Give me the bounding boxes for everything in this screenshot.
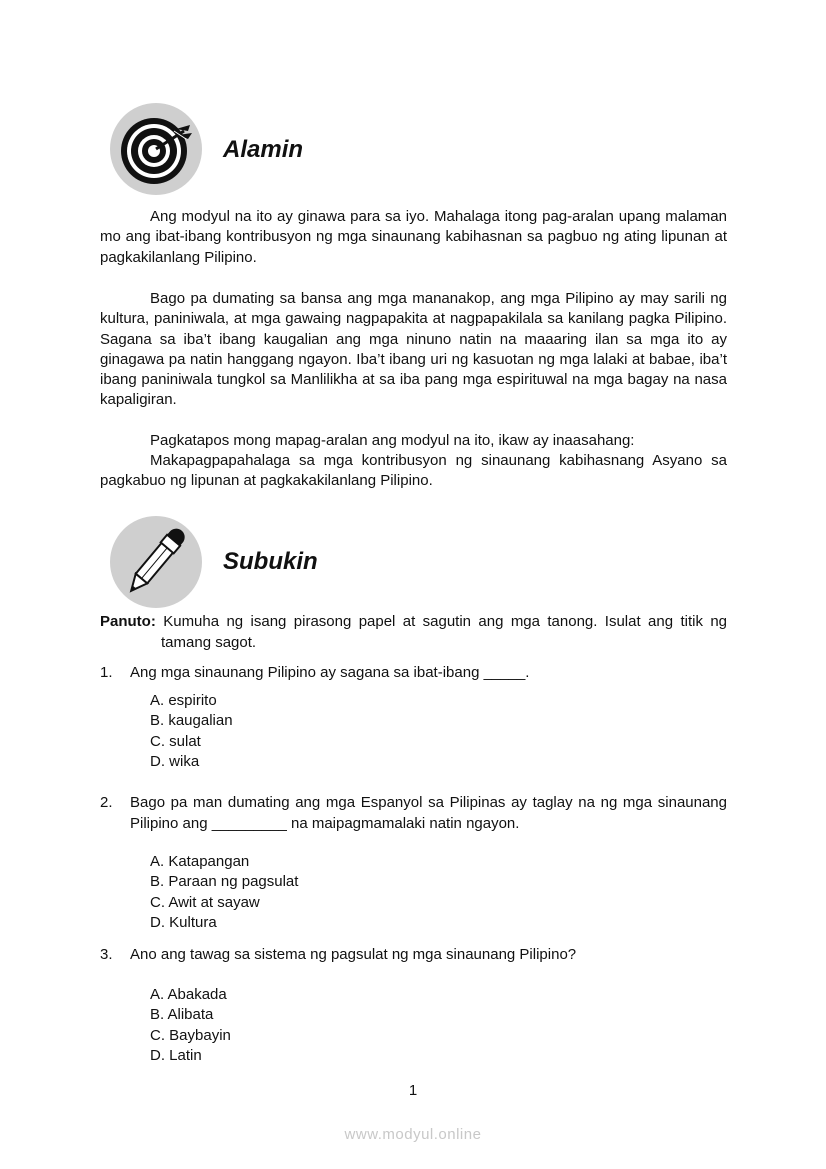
question-2-choices (150, 852, 298, 933)
choice-c: C. Baybayin (150, 1026, 231, 1044)
section-title-subukin: Subukin (223, 548, 318, 575)
alamin-header (110, 103, 510, 197)
alamin-paragraph-2: Bago pa dumating sa bansa ang mga mananakop, ang mga Pilipino ay may sarili ng kultura, paniniwala, at mga gawaing nagpapakita at nagpapakilala sa kanilang pagka Pilipino. Sagana sa iba’t ibang kaugalian ang mga ninuno natin na maaaring ilan sa mga ito ay ginagawa pa natin hanggang ngayon. Iba’t ibang uri ng kasuotan ng mga lalaki at babae, iba’t ibang paniniwala tungkol sa Manlilikha at sa iba pang mga espirituwal na mga bagay na nasa kapaligiran. (100, 290, 727, 409)
question-3-choices (150, 985, 231, 1066)
instructions (100, 611, 727, 653)
instructions-text-1: Kumuha ng isang pirasong papel at sagutin ang mga tanong. Isulat ang titik ng (163, 613, 728, 630)
question-1 (100, 662, 727, 683)
pencil-icon (110, 516, 202, 608)
choice-d: D. Latin (150, 1046, 202, 1064)
alamin-paragraph-4: Makapagpapahalaga sa mga kontribusyon ng sinaunang kabihasnang Asyano sa pagkabuo ng lipunan at pagkakakilanlang Pilipino. (100, 452, 727, 490)
section-title-alamin: Alamin (223, 136, 304, 163)
question-number: 1. (100, 664, 113, 681)
choice-d: D. Kultura (150, 913, 217, 931)
choice-a: A. Abakada (150, 986, 227, 1003)
choice-c: C. sulat (150, 732, 201, 750)
choice-a: A. espirito (150, 692, 217, 709)
instructions-text-2: tamang sagot. (161, 634, 257, 651)
question-3 (100, 944, 727, 965)
alamin-paragraph-3: Pagkatapos mong mapag-aralan ang modyul na ito, ikaw ay inaasahang: (150, 432, 635, 449)
watermark: www.modyul.online (344, 1126, 482, 1143)
question-text: Ang mga sinaunang Pilipino ay sagana sa ibat-ibang _____. (130, 664, 530, 681)
choice-b: B. Alibata (150, 1006, 214, 1024)
choice-b: B. kaugalian (150, 712, 233, 730)
alamin-paragraph-1: Ang modyul na ito ay ginawa para sa iyo. Mahalaga itong pag-aralan upang malaman mo ang ibat-ibang kontribusyon ng mga sinaunang kabihasnan sa pagbuo ng ating lipunan at pagkakilanlang Pilipino. (100, 208, 727, 266)
target-icon (110, 103, 202, 195)
question-number: 3. (100, 946, 113, 963)
choice-c: C. Awit at sayaw (150, 893, 260, 911)
page-number: 1 (408, 1082, 418, 1099)
question-text: Ano ang tawag sa sistema ng pagsulat ng mga sinaunang Pilipino? (130, 946, 577, 963)
choice-d: D. wika (150, 752, 200, 770)
question-number: 2. (100, 794, 113, 811)
question-text: Bago pa man dumating ang mga Espanyol sa Pilipinas ay taglay na ng mga sinaunang Pilipino ang _________ na maipagmamalaki natin ngayon. (130, 794, 727, 832)
choice-a: A. Katapangan (150, 853, 250, 870)
instructions-label: Panuto: (100, 613, 156, 630)
choice-b: B. Paraan ng pagsulat (150, 873, 299, 891)
question-1-choices (150, 691, 233, 772)
question-2 (100, 792, 727, 834)
subukin-header (110, 516, 510, 610)
